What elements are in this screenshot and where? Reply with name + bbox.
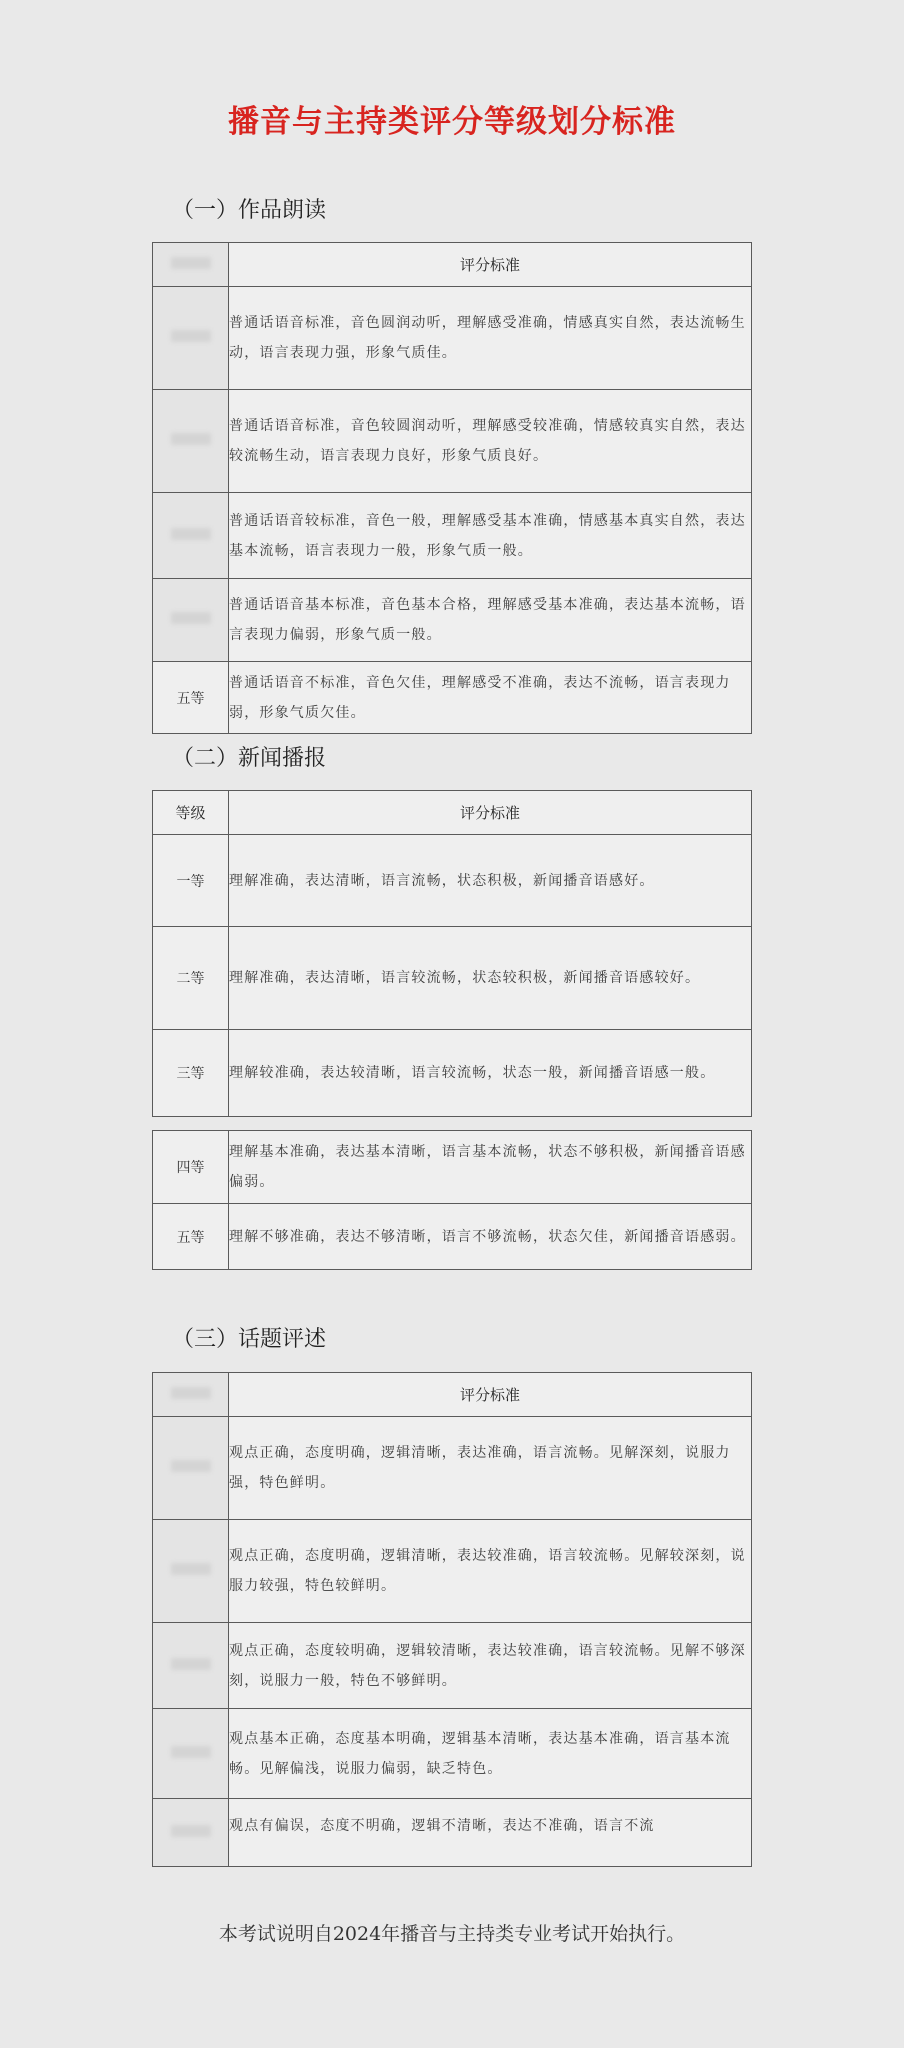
criteria-cell: 普通话语音较标准，音色一般，理解感受基本准确，情感基本真实自然，表达基本流畅，语言表现力一般，形象气质一般。	[229, 493, 752, 579]
table-row	[153, 662, 752, 734]
criteria-cell: 普通话语音标准，音色较圆润动听，理解感受较准确，情感较真实自然，表达较流畅生动，语言表现力良好，形象气质良好。	[229, 390, 752, 493]
table-header-row	[153, 791, 752, 835]
grade-cell	[153, 1417, 229, 1520]
criteria-cell: 普通话语音基本标准，音色基本合格，理解感受基本准确，表达基本流畅，语言表现力偏弱，形象气质一般。	[229, 579, 752, 662]
table-row	[153, 1030, 752, 1117]
grade-header-cell: 等级	[153, 791, 229, 835]
criteria-cell: 普通话语音标准，音色圆润动听，理解感受准确，情感真实自然，表达流畅生动，语言表现力强，形象气质佳。	[229, 287, 752, 390]
table-row	[153, 927, 752, 1030]
footnote: 本考试说明自2024年播音与主持类专业考试开始执行。	[218, 1923, 686, 1945]
table-row	[153, 1799, 752, 1867]
criteria-cell: 理解准确，表达清晰，语言流畅，状态积极，新闻播音语感好。	[229, 835, 752, 927]
criteria-cell: 观点正确，态度明确，逻辑清晰，表达准确，语言流畅。见解深刻，说服力强，特色鲜明。	[229, 1417, 752, 1520]
criteria-header-cell: 评分标准	[229, 243, 752, 287]
grade-cell: 一等	[153, 835, 229, 927]
grade-cell	[153, 1520, 229, 1623]
table-row	[153, 493, 752, 579]
criteria-cell: 理解不够准确，表达不够清晰，语言不够流畅，状态欠佳，新闻播音语感弱。	[229, 1204, 752, 1270]
criteria-header-cell: 评分标准	[229, 791, 752, 835]
criteria-cell: 观点正确，态度明确，逻辑清晰，表达较准确，语言较流畅。见解较深刻，说服力较强，特色较鲜明。	[229, 1520, 752, 1623]
table-row	[153, 1417, 752, 1520]
news-grade-table	[152, 790, 752, 1117]
section-heading-commentary: （三）话题评述	[172, 1327, 327, 1352]
table-row	[153, 390, 752, 493]
grade-cell: 四等	[153, 1131, 229, 1204]
commentary-grade-table	[152, 1372, 752, 1867]
grade-cell: 三等	[153, 1030, 229, 1117]
grade-cell: 二等	[153, 927, 229, 1030]
grade-cell	[153, 287, 229, 390]
page-title: 播音与主持类评分等级划分标准	[228, 104, 676, 140]
table-row	[153, 1520, 752, 1623]
table-row	[153, 835, 752, 927]
table-row	[153, 1204, 752, 1270]
grade-cell: 五等	[153, 1204, 229, 1270]
grade-cell	[153, 1799, 229, 1867]
table-header-row	[153, 243, 752, 287]
grade-cell: 五等	[153, 662, 229, 734]
table-header-row	[153, 1373, 752, 1417]
criteria-cell: 观点有偏误，态度不明确，逻辑不清晰，表达不准确，语言不流	[229, 1799, 752, 1867]
reading-grade-table	[152, 242, 752, 734]
grade-cell	[153, 390, 229, 493]
criteria-cell: 理解基本准确，表达基本清晰，语言基本流畅，状态不够积极，新闻播音语感偏弱。	[229, 1131, 752, 1204]
grade-cell	[153, 493, 229, 579]
criteria-cell: 观点基本正确，态度基本明确，逻辑基本清晰，表达基本准确，语言基本流畅。见解偏浅，说服力偏弱，缺乏特色。	[229, 1709, 752, 1799]
table-row	[153, 287, 752, 390]
criteria-header-cell: 评分标准	[229, 1373, 752, 1417]
grade-cell	[153, 1709, 229, 1799]
grade-header-cell	[153, 243, 229, 287]
criteria-cell: 理解准确，表达清晰，语言较流畅，状态较积极，新闻播音语感较好。	[229, 927, 752, 1030]
table-row	[153, 579, 752, 662]
table-row	[153, 1623, 752, 1709]
grade-header-cell	[153, 1373, 229, 1417]
section-heading-reading: （一）作品朗读	[172, 198, 327, 223]
grade-cell	[153, 579, 229, 662]
news-grade-table-continued	[152, 1130, 752, 1270]
grade-cell	[153, 1623, 229, 1709]
criteria-cell: 普通话语音不标准，音色欠佳，理解感受不准确，表达不流畅，语言表现力弱，形象气质欠佳。	[229, 662, 752, 734]
table-row	[153, 1709, 752, 1799]
criteria-cell: 理解较准确，表达较清晰，语言较流畅，状态一般，新闻播音语感一般。	[229, 1030, 752, 1117]
section-heading-news: （二）新闻播报	[172, 746, 327, 771]
criteria-cell: 观点正确，态度较明确，逻辑较清晰，表达较准确，语言较流畅。见解不够深刻，说服力一般，特色不够鲜明。	[229, 1623, 752, 1709]
table-row	[153, 1131, 752, 1204]
